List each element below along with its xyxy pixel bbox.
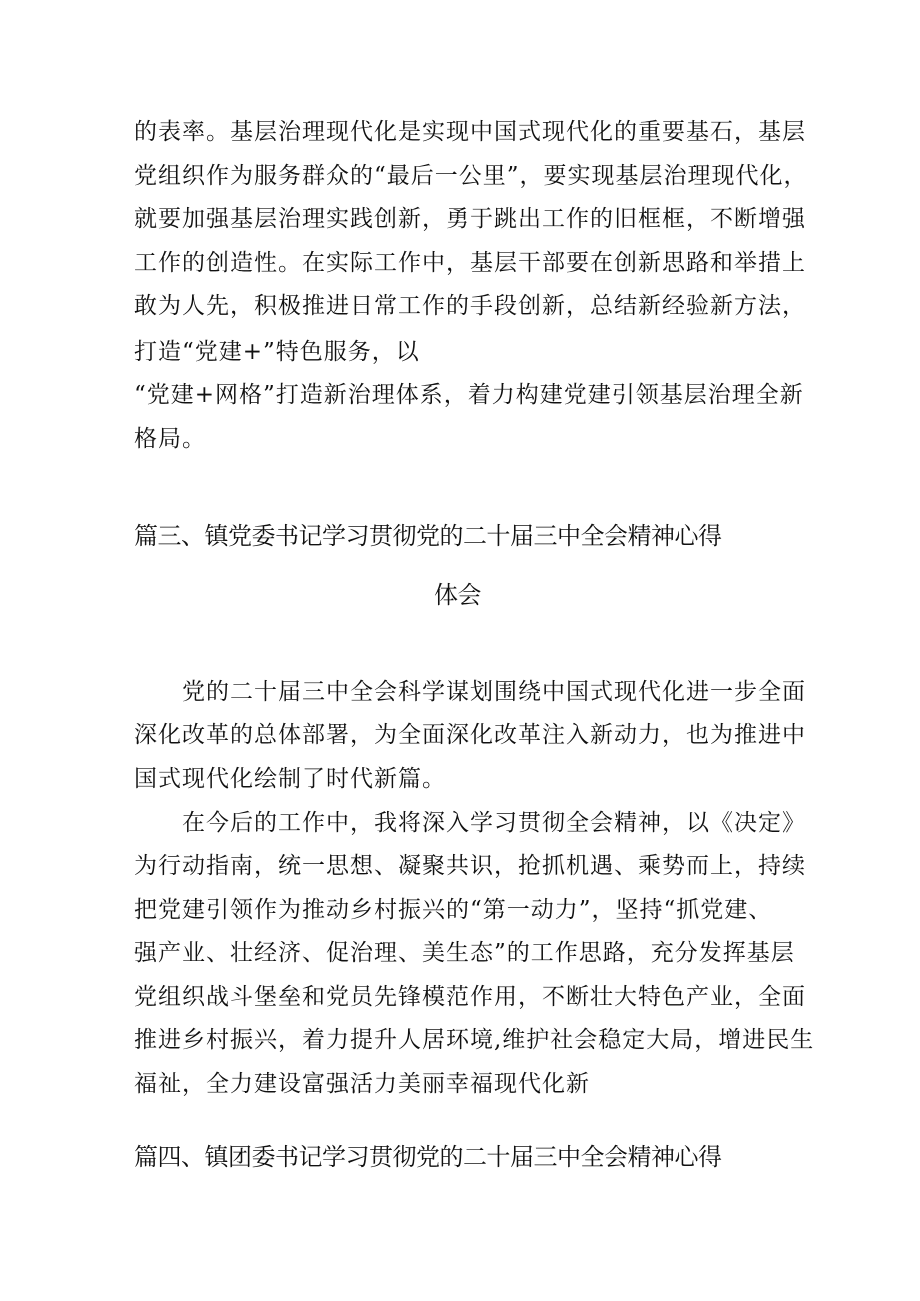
- body-text-line: 福祉，全力建设富强活力美丽幸福现代化新: [134, 1071, 590, 1097]
- body-text-line: 党的二十届三中全会科学谋划围绕中国式现代化进一步全面: [182, 679, 806, 705]
- body-text-line: 国式现代化绘制了时代新篇。: [134, 766, 446, 792]
- body-text-line: “党建+网格”打造新治理体系，着力构建党建引领基层治理全新: [134, 382, 804, 408]
- body-text-line: 强产业、壮经济、促治理、美生态”的工作思路，充分发挥基层: [134, 940, 795, 966]
- section-heading: 篇三、镇党委书记学习贯彻党的二十届三中全会精神心得: [134, 522, 722, 550]
- body-text-line: 工作的创造性。在实际工作中，基层干部要在创新思路和举措上: [134, 250, 806, 276]
- body-text-line: 把党建引领作为推动乡村振兴的“第一动力”，坚持“抓党建、: [134, 897, 773, 923]
- body-text-line: 在今后的工作中，我将深入学习贯彻全会精神，以《决定》: [182, 810, 806, 836]
- body-text-line: 党组织战斗堡垒和党员先锋模范作用，不断壮大特色产业，全面: [134, 984, 806, 1010]
- body-text-line: 就要加强基层治理实践创新，勇于跳出工作的旧框框，不断增强: [134, 206, 806, 232]
- body-text-line: 的表率。基层治理现代化是实现中国式现代化的重要基石，基层: [134, 119, 806, 145]
- body-text-line: 党组织作为服务群众的“最后一公里”，要实现基层治理现代化，: [134, 163, 808, 189]
- body-text-line: 推进乡村振兴，着力提升人居环境,维护社会稳定大局，增进民生: [134, 1027, 815, 1053]
- body-text-line: 打造“党建+”特色服务，以: [134, 339, 420, 365]
- body-text-line: 敢为人先，积极推进日常工作的手段创新，总结新经验新方法，: [134, 293, 806, 319]
- body-text-line: 格局。: [134, 426, 206, 452]
- body-text-line: 深化改革的总体部署，为全面深化改革注入新动力，也为推进中: [134, 722, 806, 748]
- section-heading: 篇四、镇团委书记学习贯彻党的二十届三中全会精神心得: [134, 1143, 722, 1171]
- section-heading-continuation: 体会: [434, 581, 481, 609]
- body-text-line: 为行动指南，统一思想、凝聚共识，抢抓机遇、乘势而上，持续: [134, 853, 806, 879]
